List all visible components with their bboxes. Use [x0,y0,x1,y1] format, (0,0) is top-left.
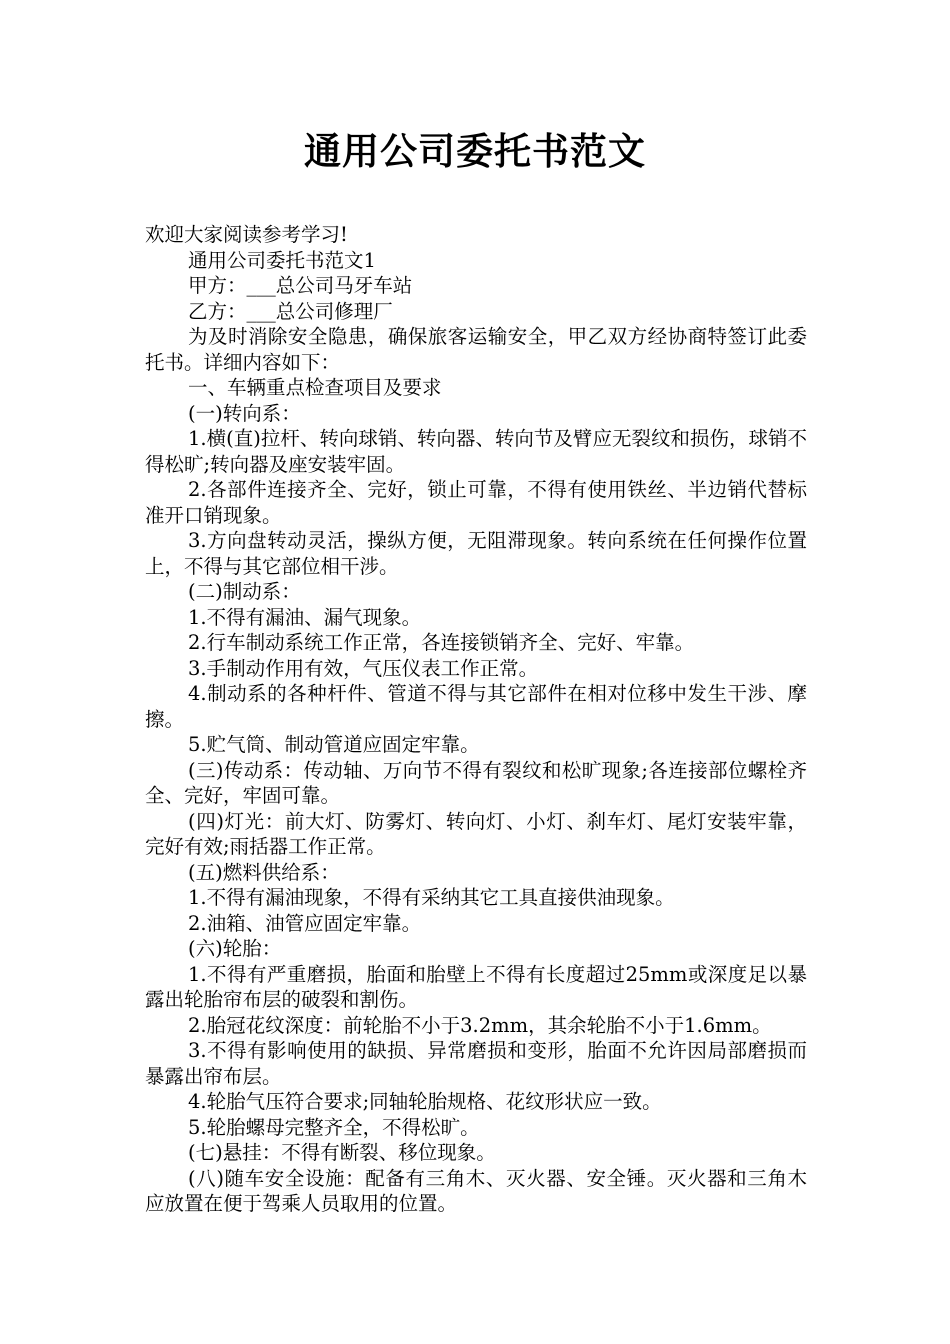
paragraph: 1.不得有严重磨损，胎面和胎壁上不得有长度超过25mm或深度足以暴露出轮胎帘布层的破裂和割伤。 [145,962,807,1011]
paragraph: 欢迎大家阅读参考学习! [145,223,348,246]
paragraph: 3.方向盘转动灵活，操纵方便，无阻滞现象。转向系统在任何操作位置上，不得与其它部位相干涉。 [145,529,807,578]
paragraph: 2.各部件连接齐全、完好，锁止可靠，不得有使用铁丝、半边销代替标准开口销现象。 [145,478,807,527]
document-body [145,222,807,1217]
paragraph: (八)随车安全设施：配备有三角木、灭火器、安全锤。灭火器和三角木应放置在便于驾乘人员取用的位置。 [145,1166,807,1215]
document-title: 通用公司委托书范文 [304,130,646,173]
paragraph: 1.不得有漏油、漏气现象。 [188,605,422,629]
paragraph: (一)转向系： [188,401,301,425]
paragraph: 为及时消除安全隐患，确保旅客运输安全，甲乙双方经协商特签订此委托书。详细内容如下： [145,325,807,374]
paragraph: (二)制动系： [188,580,301,603]
paragraph: (五)燃料供给系： [188,860,340,884]
paragraph: 2.胎冠花纹深度：前轮胎不小于3.2mm，其余轮胎不小于1.6mm。 [188,1013,772,1037]
paragraph: 5.轮胎螺母完整齐全，不得松旷。 [188,1115,480,1139]
paragraph: 4.轮胎气压符合要求;同轴轮胎规格、花纹形状应一致。 [188,1090,662,1113]
paragraph: 4.制动系的各种杆件、管道不得与其它部件在相对位移中发生干涉、摩擦。 [145,682,807,731]
paragraph: 1.不得有漏油现象，不得有采纳其它工具直接供油现象。 [188,886,675,909]
paragraph: (七)悬挂：不得有断裂、移位现象。 [188,1141,496,1164]
paragraph: 3.手制动作用有效，气压仪表工作正常。 [188,656,539,680]
paragraph: 1.横(直)拉杆、转向球销、转向器、转向节及臂应无裂纹和损伤，球销不得松旷;转向器及座安装牢固。 [145,427,807,476]
paragraph: (六)轮胎： [188,937,282,960]
paragraph: 5.贮气筒、制动管道应固定牢靠。 [188,733,480,756]
paragraph: (三)传动系：传动轴、万向节不得有裂纹和松旷现象;各连接部位螺栓齐全、完好，牢固可靠。 [145,758,807,807]
paragraph: 一、车辆重点检查项目及要求 [188,376,442,399]
paragraph: 2.行车制动系统工作正常，各连接锁销齐全、完好、牢靠。 [188,631,695,654]
paragraph: 2.油箱、油管应固定牢靠。 [188,911,422,935]
paragraph: 乙方：___总公司修理厂 [188,299,393,323]
paragraph: (四)灯光：前大灯、防雾灯、转向灯、小灯、刹车灯、尾灯安装牢靠，完好有效;雨括器工作正常。 [145,809,807,858]
paragraph: 3.不得有影响使用的缺损、异常磨损和变形，胎面不允许因局部磨损而暴露出帘布层。 [145,1039,807,1088]
paragraph: 通用公司委托书范文1 [188,248,376,272]
paragraph: 甲方：___总公司马牙车站 [188,274,413,297]
